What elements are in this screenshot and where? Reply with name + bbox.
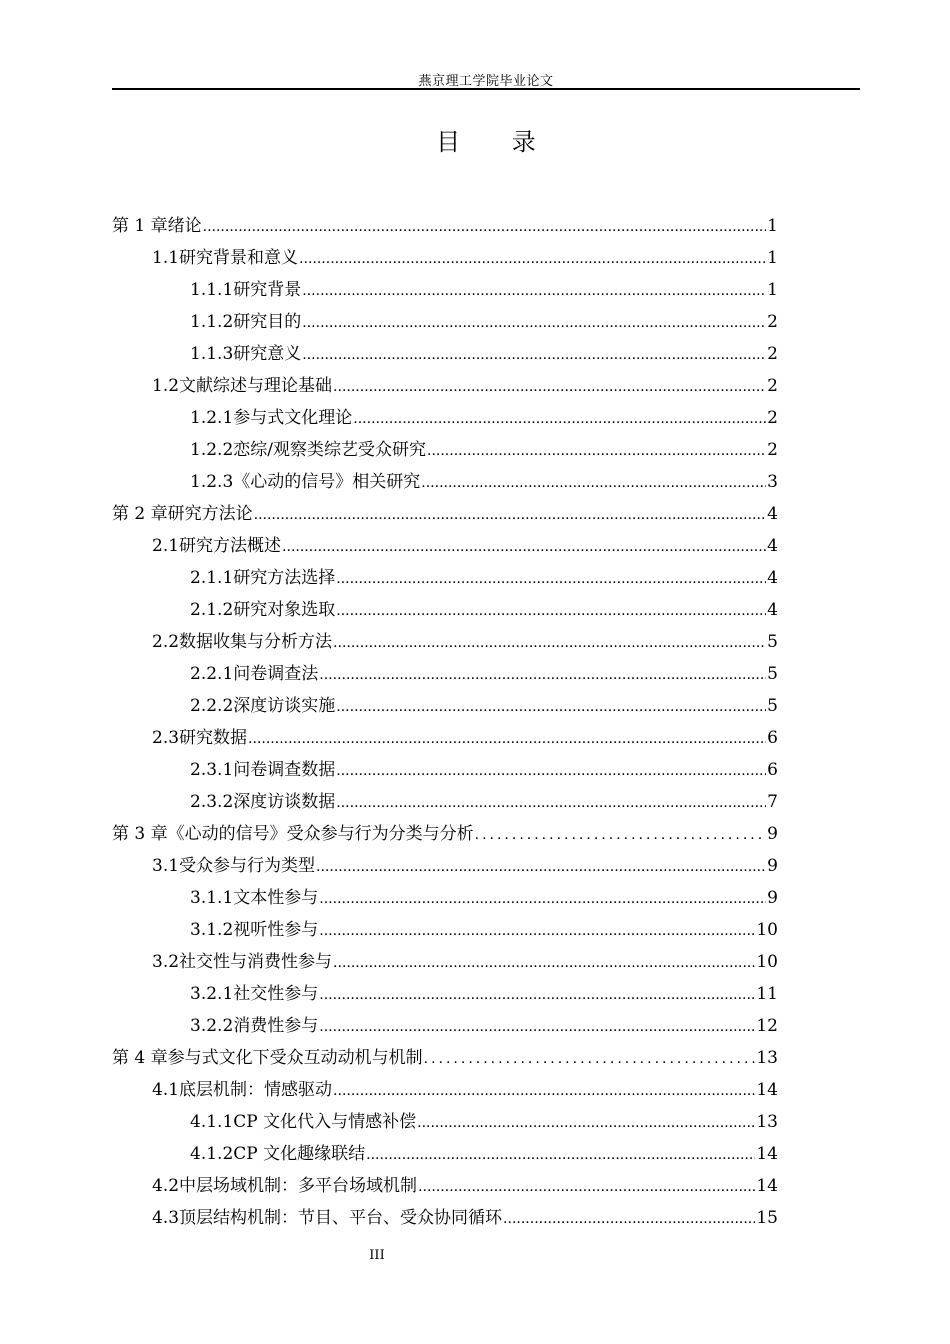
toc-entry-page: 10 xyxy=(756,952,778,972)
toc-entry-number: 1.2.2 xyxy=(190,440,234,460)
toc-entry-title: 社交性与消费性参与 xyxy=(179,952,333,972)
toc-dot-leader xyxy=(203,211,767,243)
toc-entry-number: 2.1.1 xyxy=(190,568,234,588)
toc-entry-level3[interactable] xyxy=(112,306,778,338)
toc-entry-level3[interactable] xyxy=(112,1010,778,1042)
toc-dot-leader xyxy=(299,243,766,275)
toc-dot-leader xyxy=(366,1139,755,1171)
page-number: III xyxy=(369,1248,385,1263)
toc-entry-title: 《心动的信号》相关研究 xyxy=(233,472,421,492)
toc-entry-title: 文本性参与 xyxy=(233,888,319,908)
toc-entry-title: 研究背景 xyxy=(233,280,302,300)
toc-entry-level2[interactable] xyxy=(112,722,778,754)
running-header: 燕京理工学院毕业论文 xyxy=(418,74,554,89)
toc-entry-level3[interactable] xyxy=(112,754,778,786)
toc-dot-leader xyxy=(319,883,766,915)
toc-entry-page: 14 xyxy=(756,1144,778,1164)
toc-entry-level3[interactable] xyxy=(112,786,778,818)
toc-entry-title: 文献综述与理论基础 xyxy=(179,376,333,396)
toc-entry-title: 底层机制：情感驱动 xyxy=(179,1080,333,1100)
toc-dot-leader xyxy=(424,1043,756,1075)
header-divider xyxy=(112,88,860,90)
toc-entry-level3[interactable] xyxy=(112,914,778,946)
toc-entry-page: 4 xyxy=(767,600,778,620)
toc-entry-page: 14 xyxy=(756,1080,778,1100)
toc-entry-level1[interactable] xyxy=(112,818,778,850)
toc-entry-level1[interactable] xyxy=(112,210,778,242)
toc-entry-level3[interactable] xyxy=(112,1138,778,1170)
toc-entry-number: 1.1.2 xyxy=(190,312,234,332)
toc-entry-title: 社交性参与 xyxy=(233,984,319,1004)
toc-dot-leader xyxy=(254,499,767,531)
toc-entry-title: 恋综/观察类综艺受众研究 xyxy=(233,440,426,460)
toc-dot-leader xyxy=(353,403,766,435)
toc-dot-leader xyxy=(475,819,767,851)
toc-entry-title: 深度访谈实施 xyxy=(233,696,336,716)
toc-entry-title: 深度访谈数据 xyxy=(233,792,336,812)
toc-entry-title: CP 文化代入与情感补偿 xyxy=(233,1112,417,1132)
toc-dot-leader xyxy=(336,595,766,627)
toc-entry-title: 问卷调查数据 xyxy=(233,760,336,780)
toc-entry-title: 研究对象选取 xyxy=(233,600,336,620)
toc-entry-page: 2 xyxy=(767,312,778,332)
toc-entry-level2[interactable] xyxy=(112,626,778,658)
toc-entry-page: 2 xyxy=(767,344,778,364)
toc-entry-title: 数据收集与分析方法 xyxy=(179,632,333,652)
toc-entry-level3[interactable] xyxy=(112,978,778,1010)
toc-entry-page: 9 xyxy=(767,888,778,908)
toc-entry-page: 1 xyxy=(767,248,778,268)
toc-entry-title: 参与式文化下受众互动动机与机制 xyxy=(167,1048,423,1068)
toc-entry-number: 第 1 章 xyxy=(112,216,168,236)
toc-entry-number: 2.1 xyxy=(152,536,180,556)
toc-dot-leader xyxy=(427,435,766,467)
toc-entry-level1[interactable] xyxy=(112,498,778,530)
toc-entry-number: 4.1.2 xyxy=(190,1144,234,1164)
toc-entry-number: 3.1 xyxy=(152,856,180,876)
toc-dot-leader xyxy=(417,1107,755,1139)
toc-entry-title: 参与式文化理论 xyxy=(233,408,353,428)
toc-entry-page: 5 xyxy=(767,664,778,684)
toc-entry-page: 10 xyxy=(756,920,778,940)
toc-entry-title: 研究方法选择 xyxy=(233,568,336,588)
toc-entry-page: 5 xyxy=(767,696,778,716)
toc-entry-level2[interactable] xyxy=(112,370,778,402)
toc-entry-page: 1 xyxy=(767,216,778,236)
toc-entry-page: 6 xyxy=(767,760,778,780)
toc-entry-page: 7 xyxy=(767,792,778,812)
toc-entry-number: 1.2 xyxy=(152,376,180,396)
toc-entry-number: 1.2.1 xyxy=(190,408,234,428)
toc-entry-title: CP 文化趣缘联结 xyxy=(233,1144,366,1164)
toc-dot-leader xyxy=(248,723,766,755)
toc-dot-leader xyxy=(319,1011,755,1043)
toc-entry-level3[interactable] xyxy=(112,434,778,466)
toc-entry-page: 4 xyxy=(767,568,778,588)
toc-entry-number: 3.1.2 xyxy=(190,920,234,940)
toc-entry-level3[interactable] xyxy=(112,274,778,306)
toc-dot-leader xyxy=(333,947,755,979)
toc-entry-number: 1.1.1 xyxy=(190,280,234,300)
table-of-contents xyxy=(112,210,778,1234)
toc-dot-leader xyxy=(302,275,766,307)
toc-entry-title: 研究方法论 xyxy=(167,504,253,524)
toc-dot-leader xyxy=(316,851,766,883)
toc-entry-number: 4.3 xyxy=(152,1208,180,1228)
toc-entry-level3[interactable] xyxy=(112,658,778,690)
toc-entry-number: 1.1.3 xyxy=(190,344,234,364)
toc-entry-page: 2 xyxy=(767,376,778,396)
toc-entry-page: 4 xyxy=(767,536,778,556)
toc-dot-leader xyxy=(421,467,766,499)
toc-entry-level3[interactable] xyxy=(112,562,778,594)
toc-entry-number: 第 4 章 xyxy=(112,1048,168,1068)
toc-entry-page: 2 xyxy=(767,408,778,428)
toc-entry-page: 4 xyxy=(767,504,778,524)
toc-dot-leader xyxy=(333,371,766,403)
toc-entry-title: 中层场域机制：多平台场域机制 xyxy=(179,1176,418,1196)
toc-entry-title: 研究数据 xyxy=(179,728,248,748)
toc-dot-leader xyxy=(302,307,766,339)
toc-dot-leader xyxy=(418,1171,755,1203)
toc-entry-number: 2.2 xyxy=(152,632,180,652)
toc-entry-title: 绪论 xyxy=(167,216,202,236)
toc-dot-leader xyxy=(319,915,755,947)
toc-dot-leader xyxy=(336,691,766,723)
toc-entry-page: 6 xyxy=(767,728,778,748)
toc-entry-page: 1 xyxy=(767,280,778,300)
toc-title: 目 录 xyxy=(436,128,536,156)
toc-entry-page: 9 xyxy=(767,856,778,876)
toc-entry-title: 视听性参与 xyxy=(233,920,319,940)
toc-dot-leader xyxy=(336,563,766,595)
toc-entry-number: 3.2 xyxy=(152,952,180,972)
toc-entry-title: 研究方法概述 xyxy=(179,536,282,556)
toc-entry-title: 研究背景和意义 xyxy=(179,248,299,268)
toc-entry-level3[interactable] xyxy=(112,882,778,914)
toc-entry-page: 13 xyxy=(756,1112,778,1132)
toc-entry-number: 第 2 章 xyxy=(112,504,168,524)
toc-entry-number: 1.2.3 xyxy=(190,472,234,492)
toc-entry-number: 2.3.1 xyxy=(190,760,234,780)
toc-entry-level2[interactable] xyxy=(112,1074,778,1106)
toc-dot-leader xyxy=(302,339,766,371)
toc-entry-title: 顶层结构机制：节目、平台、受众协同循环 xyxy=(179,1208,503,1228)
toc-entry-page: 13 xyxy=(756,1048,778,1068)
toc-dot-leader xyxy=(319,979,755,1011)
toc-entry-title: 问卷调查法 xyxy=(233,664,319,684)
toc-entry-title: 受众参与行为类型 xyxy=(179,856,316,876)
toc-dot-leader xyxy=(336,755,766,787)
toc-entry-page: 3 xyxy=(767,472,778,492)
toc-entry-number: 4.1 xyxy=(152,1080,180,1100)
toc-entry-number: 4.1.1 xyxy=(190,1112,234,1132)
toc-entry-level3[interactable] xyxy=(112,594,778,626)
toc-entry-page: 14 xyxy=(756,1176,778,1196)
toc-dot-leader xyxy=(336,787,766,819)
toc-entry-level3[interactable] xyxy=(112,1106,778,1138)
toc-entry-level1[interactable] xyxy=(112,1042,778,1074)
toc-entry-level3[interactable] xyxy=(112,690,778,722)
toc-entry-number: 2.2.2 xyxy=(190,696,234,716)
toc-entry-number: 2.1.2 xyxy=(190,600,234,620)
toc-entry-number: 3.2.1 xyxy=(190,984,234,1004)
toc-entry-page: 9 xyxy=(767,824,778,844)
toc-entry-page: 15 xyxy=(756,1208,778,1228)
toc-entry-level3[interactable] xyxy=(112,338,778,370)
toc-dot-leader xyxy=(333,1075,755,1107)
toc-entry-level3[interactable] xyxy=(112,466,778,498)
toc-entry-number: 2.3.2 xyxy=(190,792,234,812)
toc-entry-page: 5 xyxy=(767,632,778,652)
toc-entry-number: 3.1.1 xyxy=(190,888,234,908)
toc-entry-number: 4.2 xyxy=(152,1176,180,1196)
toc-entry-page: 12 xyxy=(756,1016,778,1036)
toc-entry-title: 消费性参与 xyxy=(233,1016,319,1036)
toc-entry-page: 2 xyxy=(767,440,778,460)
toc-entry-level2[interactable] xyxy=(112,850,778,882)
toc-entry-number: 2.2.1 xyxy=(190,664,234,684)
toc-entry-level2[interactable] xyxy=(112,1202,778,1234)
toc-entry-number: 3.2.2 xyxy=(190,1016,234,1036)
toc-entry-level2[interactable] xyxy=(112,946,778,978)
toc-entry-title: 研究目的 xyxy=(233,312,302,332)
toc-dot-leader xyxy=(503,1203,755,1235)
toc-entry-title: 研究意义 xyxy=(233,344,302,364)
toc-entry-page: 11 xyxy=(756,984,778,1004)
toc-entry-level2[interactable] xyxy=(112,530,778,562)
toc-entry-number: 第 3 章 xyxy=(112,824,168,844)
toc-entry-level2[interactable] xyxy=(112,242,778,274)
toc-dot-leader xyxy=(319,659,766,691)
toc-dot-leader xyxy=(282,531,766,563)
toc-dot-leader xyxy=(333,627,766,659)
toc-entry-number: 1.1 xyxy=(152,248,180,268)
toc-entry-title: 《心动的信号》受众参与行为分类与分析 xyxy=(167,824,474,844)
toc-entry-level2[interactable] xyxy=(112,1170,778,1202)
toc-entry-number: 2.3 xyxy=(152,728,180,748)
toc-entry-level3[interactable] xyxy=(112,402,778,434)
